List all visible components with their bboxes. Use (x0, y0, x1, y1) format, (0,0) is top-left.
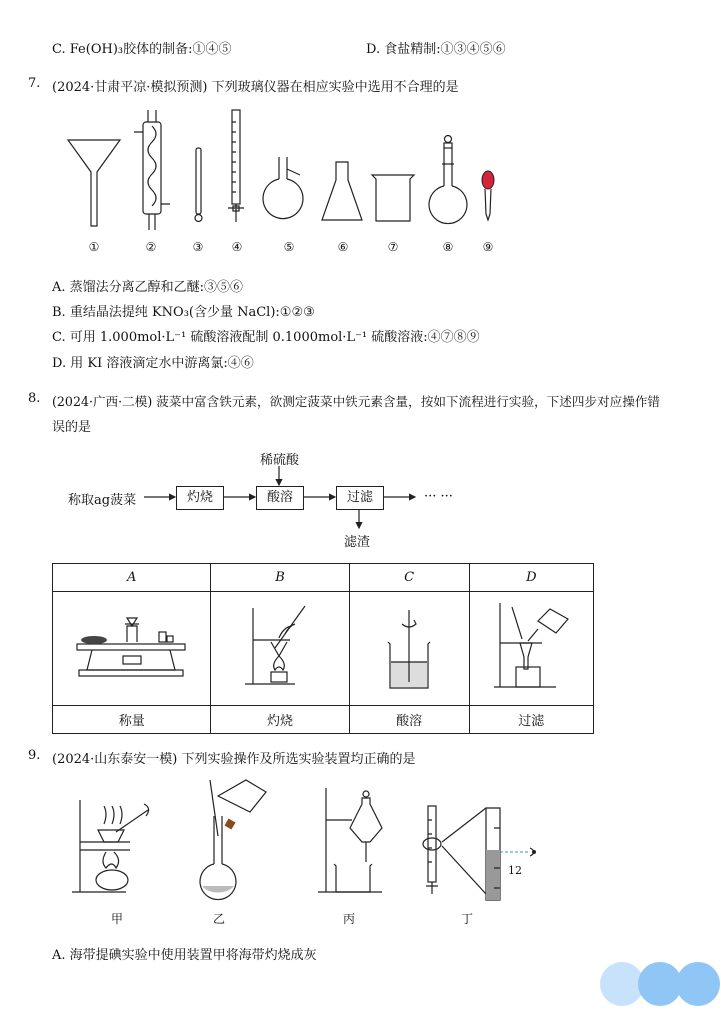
q7-option-b: B. 重结晶法提纯 KNO₃(含少量 NaCl):①②③ (52, 305, 315, 320)
balance-icon (67, 612, 197, 682)
q8-number: 8. (28, 391, 41, 406)
crucible-burner-icon (235, 602, 325, 692)
glassware-label-1: ① (88, 240, 100, 254)
q6-option-c: C. Fe(OH)₃胶体的制备:①④⑤ (52, 42, 232, 57)
flow-step-filter: 过滤 (336, 486, 384, 510)
apparatus-bing-icon (312, 784, 404, 900)
table-caption-d: 过滤 (469, 706, 593, 734)
q7-option-a: A. 蒸馏法分离乙醇和乙醚:③⑤⑥ (52, 280, 244, 295)
table-caption-a: 称量 (53, 706, 211, 734)
burning-cell (211, 592, 349, 706)
q8-stem-line2: 误的是 (52, 420, 92, 435)
glassware-label-7: ⑦ (387, 240, 399, 254)
burette-reading-12: 12 (508, 864, 522, 877)
glassware-label-6: ⑥ (337, 240, 349, 254)
q8-options-table (52, 563, 594, 734)
flow-start-label: 称取ag菠菜 (68, 493, 137, 508)
flow-ellipsis: ··· ··· (424, 489, 453, 504)
table-header-a: A (53, 564, 211, 592)
apparatus-yi-icon (196, 776, 276, 900)
glassware-label-8: ⑧ (442, 240, 454, 254)
table-caption-b: 灼烧 (211, 706, 349, 734)
decor-circle-3 (676, 962, 720, 1006)
q7-stem: (2024·甘肃平凉·模拟预测) 下列玻璃仪器在相应实验中选用不合理的是 (52, 80, 459, 95)
q9-stem: (2024·山东泰安一模) 下列实验操作及所选实验装置均正确的是 (52, 752, 416, 767)
q7-option-c: C. 可用 1.000mol·L⁻¹ 硫酸溶液配制 0.1000mol·L⁻¹ 硫酸溶液:④⑦⑧⑨ (52, 330, 480, 345)
q9-number: 9. (28, 748, 41, 763)
q6-option-d: D. 食盐精制:①③④⑤⑥ (366, 42, 506, 57)
dissolve-cell (349, 592, 469, 706)
apparatus-label-ding: 丁 (460, 912, 473, 926)
q7-number: 7. (28, 76, 41, 91)
flow-residue-label: 滤渣 (344, 535, 371, 550)
filter-cell (469, 592, 593, 706)
beaker-stirring-icon (374, 602, 444, 692)
apparatus-ding-icon (420, 804, 550, 904)
q9-option-a: A. 海带提碘实验中使用装置甲将海带灼烧成灰 (52, 948, 317, 963)
apparatus-label-yi: 乙 (212, 912, 225, 926)
table-header-c: C (349, 564, 469, 592)
glassware-label-9: ⑨ (482, 240, 494, 254)
apparatus-jia-icon (66, 796, 158, 902)
glassware-label-5: ⑤ (283, 240, 295, 254)
glassware-label-4: ④ (231, 240, 243, 254)
q7-option-d: D. 用 KI 溶液滴定水中游离氯:④⑥ (52, 356, 254, 371)
apparatus-label-bing: 丙 (342, 912, 355, 926)
filter-setup-icon (486, 599, 576, 694)
table-caption-c: 酸溶 (349, 706, 469, 734)
apparatus-label-jia: 甲 (110, 912, 123, 926)
balance-cell (53, 592, 211, 706)
flow-step-dissolve: 酸溶 (256, 486, 304, 510)
q8-stem-line1: (2024·广西·二模) 菠菜中富含铁元素，欲测定菠菜中铁元素含量，按如下流程进行实验，下述四步对应操作错 (52, 394, 661, 409)
flow-step-burn: 灼烧 (176, 486, 224, 510)
glassware-label-2: ② (145, 240, 157, 254)
table-header-b: B (211, 564, 349, 592)
glassware-label-3: ③ (192, 240, 204, 254)
table-header-d: D (469, 564, 593, 592)
flow-reagent-label: 稀硫酸 (260, 453, 300, 468)
